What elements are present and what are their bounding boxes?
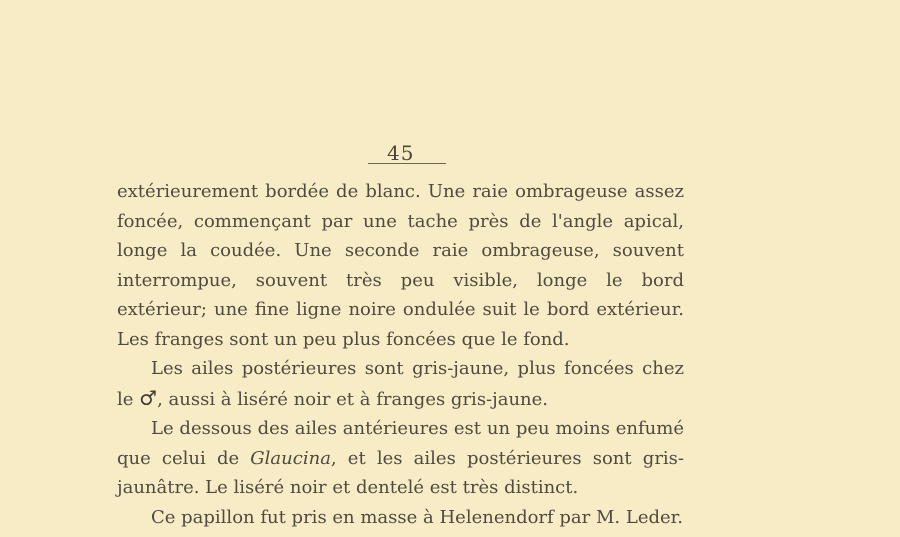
- paragraph-3-after: , et les ailes postérieures sont gris-jaunâtre. Le liséré noir et dentelé est très distinct.: [117, 447, 685, 498]
- paragraph-1: extérieurement bordée de blanc. Une raie ombrageuse assez foncée, commençant par une tache près de l'angle apical, longe la coudée. Une seconde raie ombrageuse, souvent interrompue, souvent très peu visible, longe le bord extérieur; une fine ligne noire ondulée suit le bord extérieur. Les franges sont un peu plus foncées que le fond.: [117, 181, 684, 350]
- paragraph-2-after: , aussi à liséré noir et à franges gris-jaune.: [157, 388, 549, 410]
- page-number: 45: [387, 141, 415, 165]
- body-text: [117, 177, 684, 532]
- male-symbol: ♂: [139, 385, 158, 410]
- species-name: Glaucina: [250, 447, 331, 469]
- paragraph-2-before: Les ailes postérieures sont gris-jaune, plus foncées chez le: [117, 358, 684, 410]
- header-rule: [368, 163, 446, 164]
- paragraph-4: Ce papillon fut pris en masse à Helenendorf par M. Leder.: [151, 506, 683, 528]
- paragraph-3-before: Le dessous des ailes antérieures est un peu moins enfumé que celui de: [117, 418, 684, 469]
- paragraph-2: [117, 354, 684, 414]
- paragraph-3: [117, 414, 684, 503]
